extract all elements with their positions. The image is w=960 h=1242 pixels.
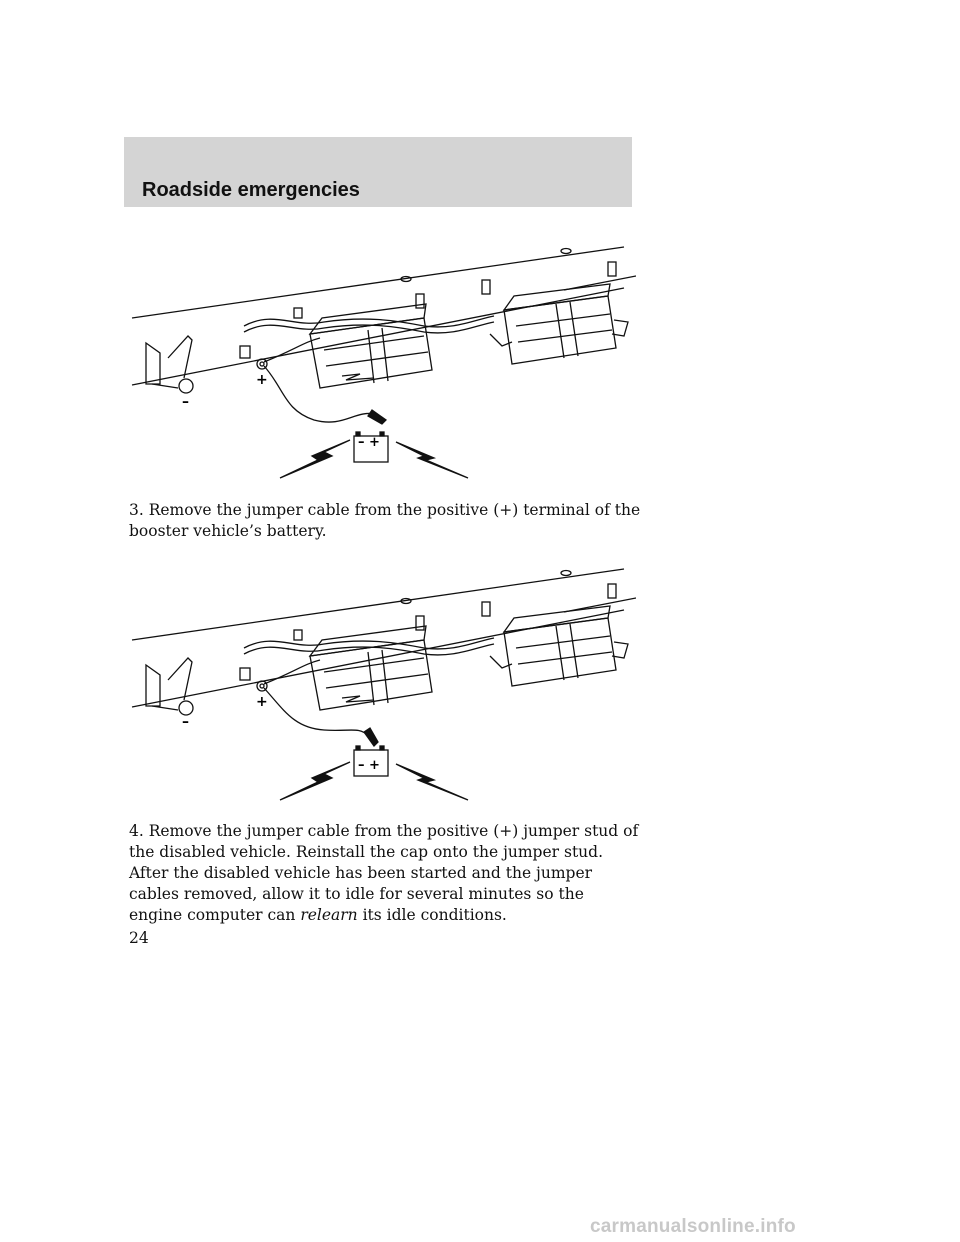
jumper-cable-diagram-1 — [124, 238, 636, 488]
battery-terminal-label: – + — [358, 758, 380, 773]
after-text-start: After the disabled vehicle has been started and the jumper cables removed, allow it to idle for several minutes so the engine computer can — [129, 864, 593, 924]
after-start-text — [129, 863, 641, 926]
negative-label: – — [182, 714, 189, 730]
step-4-text: 4. Remove the jumper cable from the positive (+) jumper stud of the disabled vehicle. Reinstall the cap onto the jumper stud. — [129, 822, 639, 861]
section-header — [124, 137, 632, 207]
battery-illustration — [124, 560, 636, 810]
page-number: 24 — [129, 929, 149, 947]
relearn-emphasis: relearn — [300, 906, 358, 924]
watermark: carmanualsonline.info — [590, 1216, 796, 1237]
after-text-end: its idle conditions. — [357, 906, 507, 924]
positive-label: + — [256, 372, 268, 388]
negative-label: – — [182, 394, 189, 410]
jumper-cable-diagram-2 — [124, 560, 636, 810]
positive-label: + — [256, 694, 268, 710]
battery-terminal-label: – + — [358, 435, 380, 450]
section-title: Roadside emergencies — [142, 179, 360, 201]
step-3-text: 3. Remove the jumper cable from the positive (+) terminal of the booster vehicle’s battery. — [129, 501, 641, 540]
battery-illustration — [124, 238, 636, 488]
